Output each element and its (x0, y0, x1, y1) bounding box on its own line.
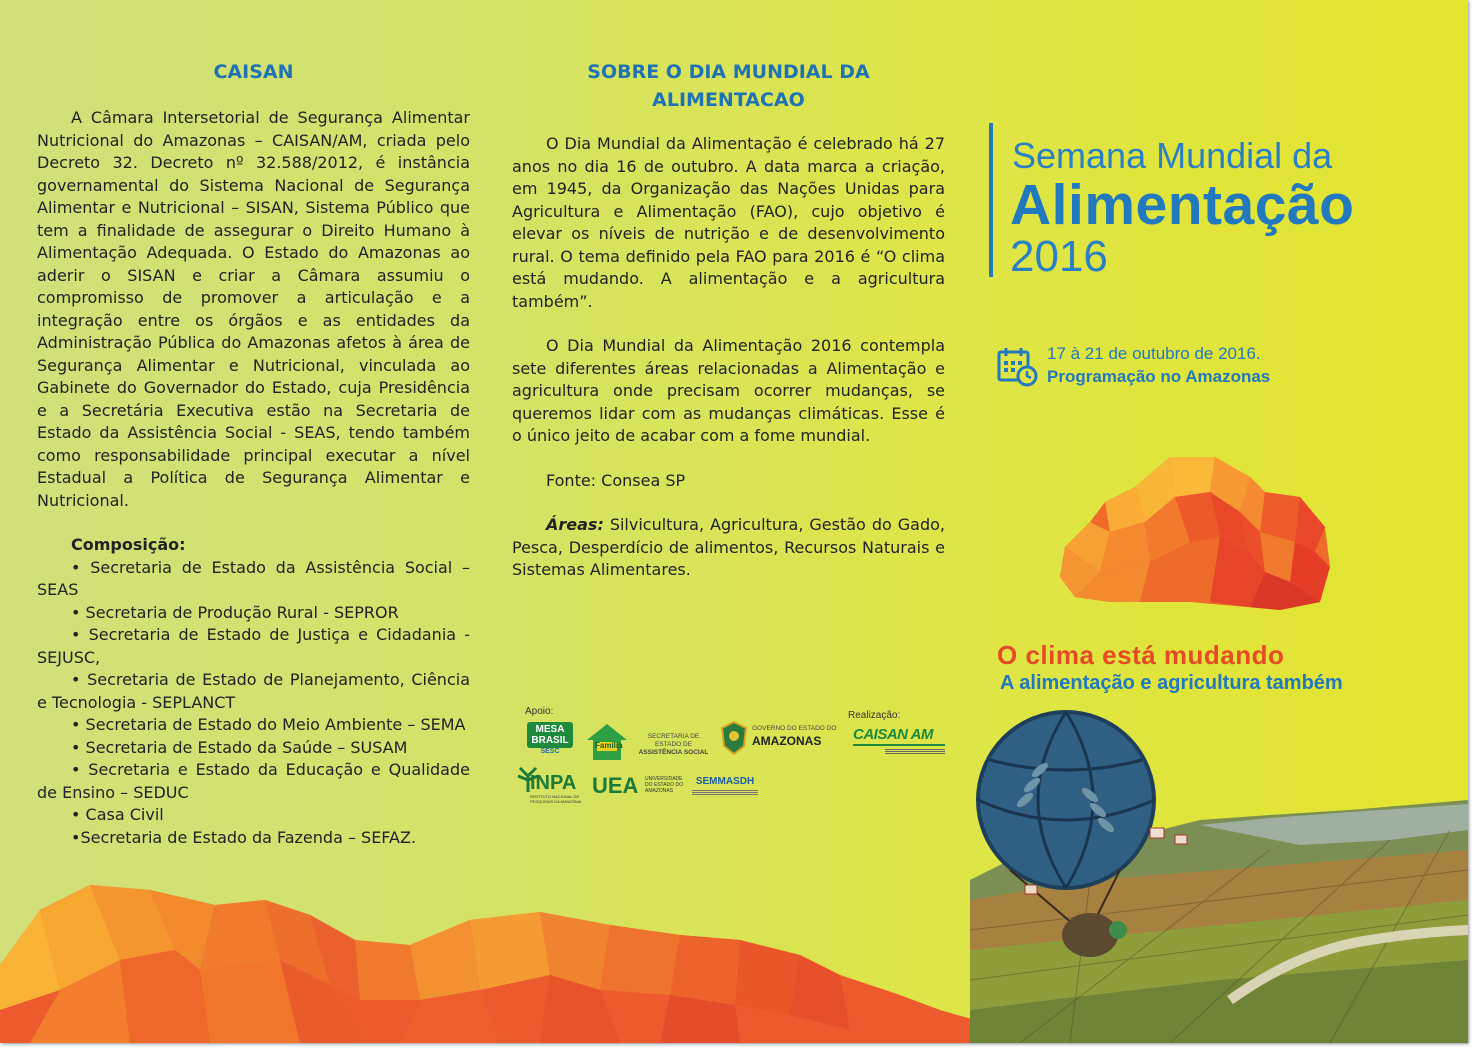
lowpoly-cloud-illustration (1050, 452, 1340, 612)
list-item: • Secretaria de Estado de Justiça e Cidadania - SEJUSC, (37, 625, 470, 667)
list-item: • Secretaria de Estado de Planejamento, Ciência e Tecnologia - SEPLANCT (37, 670, 470, 712)
realizacao-label: Realização: (848, 710, 901, 721)
areas-label: Áreas: (546, 515, 604, 534)
sobre-title (512, 58, 945, 114)
list-item: • Casa Civil (71, 805, 164, 824)
seas-logo: SECRETARIA DE ESTADO DE ASSISTÊNCIA SOCIAL (638, 733, 709, 756)
amazonas-crest-icon (720, 720, 748, 756)
uea-logo: UEA UNIVERSIDADE DO ESTADO DO AMAZONAS (592, 773, 683, 798)
sobre-title-line1: SOBRE O DIA MUNDIAL DA (587, 61, 870, 83)
caisan-am-logo: CAISAN AM (853, 726, 945, 760)
list-item: •Secretaria de Estado da Fazenda – SEFAZ. (71, 827, 417, 847)
sobre-paragraph-2: O Dia Mundial da Alimentação 2016 contempla sete diferentes áreas relacionadas a Alimentação e agricultura onde precisam ocorrer mudanças, se queremos lidar com as mudanças climáticas. Esse é o único jeito de acabar com a fome mundial. (512, 336, 945, 445)
caisan-text-block (37, 107, 470, 849)
title-accent-bar (989, 123, 993, 277)
apoio-label: Apoio: (525, 706, 554, 717)
calendar-clock-icon (997, 347, 1039, 387)
areas-text: Silvicultura, Agricultura, Gestão do Gado, Pesca, Desperdício de alimentos, Recursos Naturais e Sistemas Alimentares. (512, 515, 945, 579)
list-item: • Secretaria e Estado da Educação e Qualidade de Ensino – SEDUC (37, 760, 470, 802)
list-item: • Secretaria de Estado da Assistência Social – SEAS (37, 557, 470, 599)
program-label: Programação no Amazonas (1047, 367, 1271, 386)
governo-amazonas-logo: GOVERNO DO ESTADO DO AMAZONAS (720, 720, 830, 756)
list-item: • Secretaria de Estado da Saúde – SUSAM (71, 737, 408, 757)
inpa-logo: INPA INSTITUTO NACIONAL DE PESQUISAS DA AMAZÔNIA (516, 762, 586, 806)
cover-title-line2: Alimentação (1010, 173, 1355, 237)
fonte-text: Fonte: Consea SP (546, 470, 686, 490)
list-item: • Secretaria de Estado do Meio Ambiente – SEMA (71, 715, 466, 734)
sobre-title-line2: ALIMENTACAO (652, 89, 805, 111)
composicao-title: Composição: (71, 535, 186, 554)
balloon-landscape-illustration (970, 700, 1468, 1043)
caisan-title: CAISAN (213, 61, 294, 83)
caisan-paragraph: A Câmara Intersetorial de Segurança Alimentar Nutricional do Amazonas – CAISAN/AM, criada pelo Decreto 32. Decreto nº 32.588/2012, é instância governamental do Sistema Nacional de Segurança Alimentar e Nutricional – SISAN, Sistema Público que tem a finalidade de assegurar o Direito Humano à Alimentação Adequada. O Estado do Amazonas ao aderir o SISAN e criar a Câmara assumiu o compromisso de promover a articulação e a integração entre os órgãos e as entidades da Administração Pública do Amazonas afetos à área de Segurança Alimentar e Nutricional, vinculada ao Gabinete do Governador do Estado, cuja Presidência e a Secretária Executiva estão na Secretaria de Estado da Assistência Social - SEAS, tendo também como responsabilidade principal executar a nível Estadual a Política de Segurança Alimentar e Nutricional. (37, 108, 470, 510)
cover-title-line1: Semana Mundial da (1012, 135, 1333, 176)
list-item: • Secretaria de Produção Rural - SEPROR (71, 602, 399, 622)
sobre-paragraph-1: O Dia Mundial da Alimentação é celebrado há 27 anos no dia 16 de outubro. A data marca a criação, em 1945, da Organização das Nações Unidas para Agricultura e Alimentação (FAO), cujo objetivo é elevar os níveis de nutrição e de desenvolvimento rural. O tema definido pela FAO para 2016 é “O clima está mudando. A alimentação e a agricultura também”. (512, 134, 945, 311)
slogan-line1: O clima está mudando (997, 640, 1285, 670)
cover-title-line3: 2016 (1010, 232, 1108, 281)
familia-logo: Família (585, 722, 629, 762)
mesa-brasil-logo: MESA BRASIL SESC (527, 722, 573, 762)
semmasdh-logo: SEMMASDH (688, 776, 762, 800)
event-date: 17 à 21 de outubro de 2016. (1047, 344, 1261, 363)
sobre-text-block (512, 133, 945, 582)
areas-paragraph (512, 514, 945, 582)
slogan-line2: A alimentação e agricultura também (1000, 672, 1343, 694)
composicao-list (37, 557, 470, 850)
